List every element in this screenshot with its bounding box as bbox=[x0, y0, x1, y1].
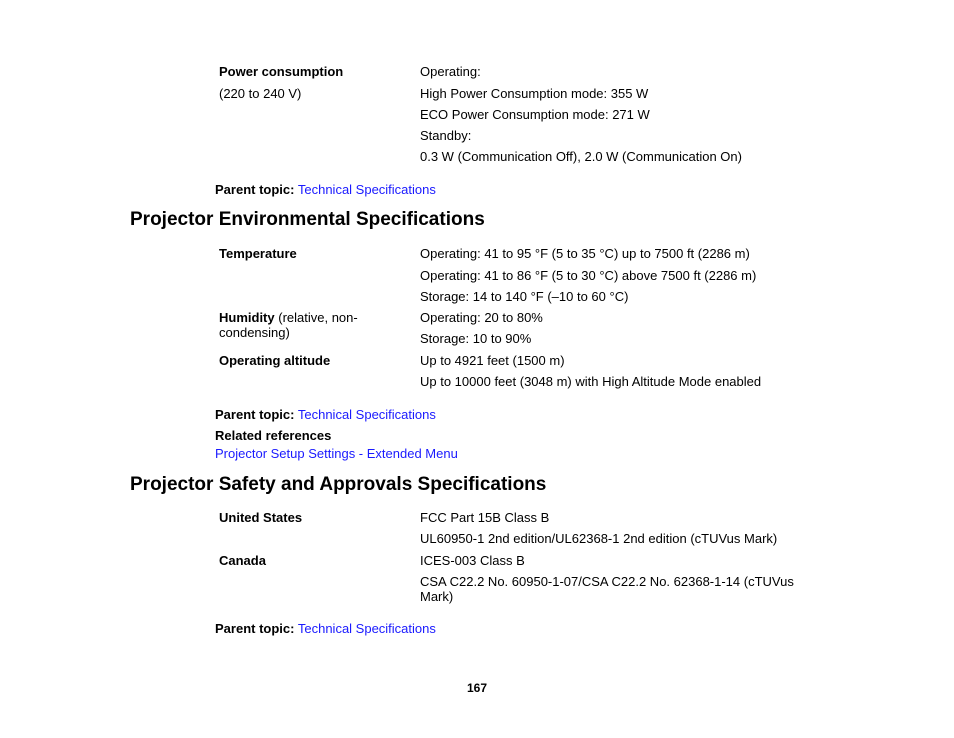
parent-topic-label: Parent topic: bbox=[215, 621, 295, 636]
humidity-label bbox=[219, 310, 358, 326]
projector-setup-settings-link[interactable]: Projector Setup Settings - Extended Menu bbox=[215, 446, 458, 461]
power-value: High Power Consumption mode: 355 W bbox=[420, 86, 649, 101]
parent-topic-line bbox=[215, 407, 436, 423]
temperature-value: Storage: 14 to 140 °F (–10 to 60 °C) bbox=[420, 289, 629, 304]
power-value: 0.3 W (Communication Off), 2.0 W (Communication On) bbox=[420, 149, 742, 164]
united-states-label: United States bbox=[219, 510, 303, 525]
power-value: ECO Power Consumption mode: 271 W bbox=[420, 107, 650, 122]
humidity-label-bold: Humidity bbox=[219, 310, 275, 325]
parent-topic-label: Parent topic: bbox=[215, 407, 295, 422]
power-voltage-label: (220 to 240 V) bbox=[219, 86, 302, 101]
temperature-value: Operating: 41 to 86 °F (5 to 30 °C) above 7500 ft (2286 m) bbox=[420, 268, 757, 283]
humidity-label-suffix: (relative, non- bbox=[274, 310, 358, 325]
related-references-label: Related references bbox=[215, 428, 332, 443]
power-value: Standby: bbox=[420, 128, 472, 143]
environmental-heading: Projector Environmental Specifications bbox=[130, 209, 485, 230]
technical-specifications-link[interactable]: Technical Specifications bbox=[297, 182, 436, 197]
parent-topic-label: Parent topic: bbox=[215, 182, 295, 197]
temperature-label: Temperature bbox=[219, 246, 297, 261]
technical-specifications-link[interactable]: Technical Specifications bbox=[297, 407, 436, 422]
page-number: 167 bbox=[466, 681, 488, 695]
humidity-value: Operating: 20 to 80% bbox=[420, 310, 543, 325]
altitude-value: Up to 4921 feet (1500 m) bbox=[420, 353, 565, 368]
humidity-label-line2: condensing) bbox=[219, 325, 290, 340]
humidity-value: Storage: 10 to 90% bbox=[420, 331, 532, 346]
canada-value: ICES-003 Class B bbox=[420, 553, 525, 568]
united-states-value: FCC Part 15B Class B bbox=[420, 510, 550, 525]
power-value: Operating: bbox=[420, 64, 481, 79]
power-consumption-label: Power consumption bbox=[219, 64, 344, 79]
temperature-value: Operating: 41 to 95 °F (5 to 35 °C) up to 7500 ft (2286 m) bbox=[420, 246, 750, 261]
altitude-label: Operating altitude bbox=[219, 353, 331, 368]
canada-value: Mark) bbox=[420, 589, 454, 604]
parent-topic-line bbox=[215, 621, 436, 637]
parent-topic-line bbox=[215, 182, 436, 198]
canada-label: Canada bbox=[219, 553, 266, 568]
canada-value: CSA C22.2 No. 60950-1-07/CSA C22.2 No. 62368-1-14 (cTUVus bbox=[420, 574, 794, 589]
safety-heading: Projector Safety and Approvals Specifications bbox=[130, 474, 547, 495]
altitude-value: Up to 10000 feet (3048 m) with High Altitude Mode enabled bbox=[420, 374, 762, 389]
technical-specifications-link[interactable]: Technical Specifications bbox=[297, 621, 436, 636]
united-states-value: UL60950-1 2nd edition/UL62368-1 2nd edition (cTUVus Mark) bbox=[420, 531, 778, 546]
